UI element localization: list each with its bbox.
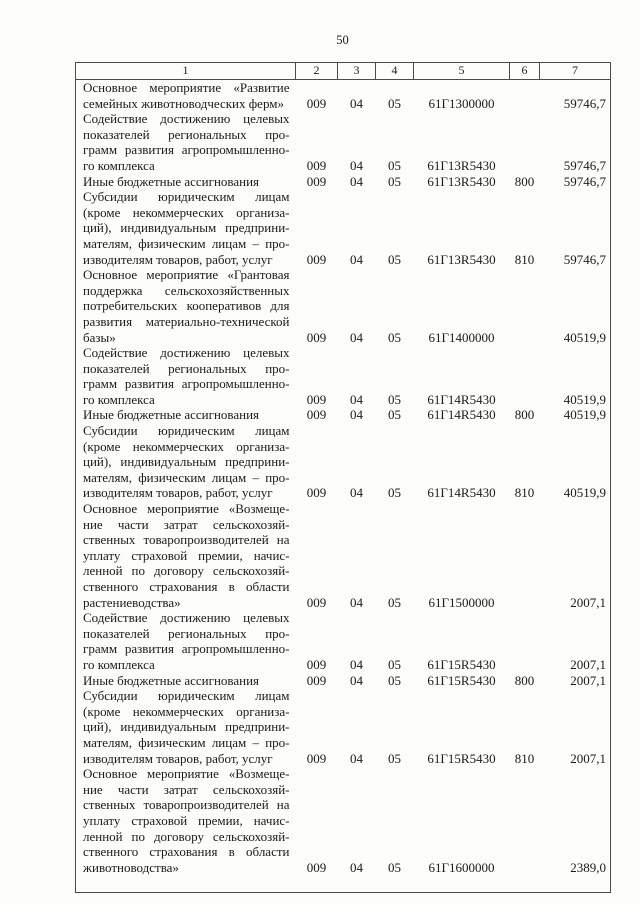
row-section-code: 04 bbox=[350, 329, 363, 345]
table-row bbox=[76, 267, 611, 345]
column-header-2: 2 bbox=[296, 63, 338, 80]
row-description: Основное мероприятие «Возмеще- ние части затрат сельскохозяй- ственных товаропроизводителей на уплату страховой премии, начис- ленной по договору сельскохозяй- ственного страхования в области растениеводства» bbox=[83, 501, 290, 610]
row-subsection-code: 05 bbox=[388, 485, 401, 501]
row-description: Субсидии юридическим лицам (кроме некоммерческих организа- ций), индивидуальным предприни- мателям, физическим лицам – про- изводителям товаров, работ, услуг bbox=[83, 189, 290, 267]
row-expense-type-code bbox=[510, 766, 540, 893]
row-subsection-code: 05 bbox=[388, 157, 401, 173]
row-section-code: 04 bbox=[350, 859, 363, 875]
row-description: Основное мероприятие «Грантовая поддержка сельскохозяйственных потребительских кооперативов для развития материально-технической базы» bbox=[83, 267, 290, 345]
table-row bbox=[76, 610, 611, 672]
row-subsection-code: 05 bbox=[388, 251, 401, 267]
row-target-article-code: 61Г15R5430 bbox=[427, 656, 496, 672]
table-row bbox=[76, 111, 611, 173]
column-header-6: 6 bbox=[510, 63, 540, 80]
row-amount: 40519,9 bbox=[563, 391, 606, 407]
page-number: 50 bbox=[336, 33, 349, 47]
row-grbs-code: 009 bbox=[306, 485, 327, 501]
row-amount: 59746,7 bbox=[563, 173, 606, 189]
row-grbs-code: 009 bbox=[306, 173, 327, 189]
row-expense-type-code: 800 bbox=[514, 407, 535, 423]
row-section-code: 04 bbox=[350, 407, 363, 423]
row-grbs-code: 009 bbox=[306, 656, 327, 672]
row-target-article-code: 61Г14R5430 bbox=[427, 485, 496, 501]
table-row bbox=[76, 189, 611, 267]
table-row bbox=[76, 423, 611, 501]
row-section-code: 04 bbox=[350, 594, 363, 610]
row-description: Содействие достижению целевых показателей региональных про- грамм развития агропромышленно- го комплекса bbox=[83, 345, 290, 407]
row-expense-type-code: 810 bbox=[514, 485, 535, 501]
row-description: Основное мероприятие «Возмеще- ние части затрат сельскохозяй- ственных товаропроизводителей на уплату страховой премии, начис- ленной по договору сельскохозяй- ственного страхования в области животноводства» bbox=[83, 766, 290, 875]
row-expense-type-code: 800 bbox=[514, 173, 535, 189]
row-section-code: 04 bbox=[350, 251, 363, 267]
row-grbs-code: 009 bbox=[306, 157, 327, 173]
row-section-code: 04 bbox=[350, 391, 363, 407]
row-grbs-code: 009 bbox=[306, 407, 327, 423]
row-target-article-code: 61Г13R5430 bbox=[427, 251, 496, 267]
table-row bbox=[76, 501, 611, 610]
row-target-article-code: 61Г13R5430 bbox=[427, 157, 496, 173]
row-grbs-code: 009 bbox=[306, 251, 327, 267]
row-grbs-code: 009 bbox=[306, 750, 327, 766]
row-subsection-code: 05 bbox=[388, 173, 401, 189]
row-subsection-code: 05 bbox=[388, 672, 401, 688]
row-section-code: 04 bbox=[350, 485, 363, 501]
table-header bbox=[76, 63, 611, 80]
row-expense-type-code bbox=[510, 111, 540, 173]
row-section-code: 04 bbox=[350, 95, 363, 111]
row-expense-type-code bbox=[510, 80, 540, 112]
row-subsection-code: 05 bbox=[388, 656, 401, 672]
row-subsection-code: 05 bbox=[388, 391, 401, 407]
row-target-article-code: 61Г1500000 bbox=[428, 594, 495, 610]
row-subsection-code: 05 bbox=[388, 407, 401, 423]
row-amount: 59746,7 bbox=[563, 95, 606, 111]
table-row bbox=[76, 345, 611, 407]
row-amount: 2007,1 bbox=[570, 672, 606, 688]
row-description: Основное мероприятие «Развитие семейных животноводческих ферм» bbox=[83, 80, 290, 111]
column-header-3: 3 bbox=[338, 63, 376, 80]
row-description: Субсидии юридическим лицам (кроме некоммерческих организа- ций), индивидуальным предприни- мателям, физическим лицам – про- изводителям товаров, работ, услуг bbox=[83, 423, 290, 501]
row-subsection-code: 05 bbox=[388, 594, 401, 610]
row-subsection-code: 05 bbox=[388, 95, 401, 111]
row-section-code: 04 bbox=[350, 750, 363, 766]
row-amount: 40519,9 bbox=[563, 407, 606, 423]
column-header-4: 4 bbox=[376, 63, 414, 80]
row-expense-type-code bbox=[510, 345, 540, 407]
row-expense-type-code: 810 bbox=[514, 251, 535, 267]
row-expense-type-code: 800 bbox=[514, 672, 535, 688]
table-header-row bbox=[76, 63, 611, 80]
row-amount: 40519,9 bbox=[563, 485, 606, 501]
row-grbs-code: 009 bbox=[306, 329, 327, 345]
row-grbs-code: 009 bbox=[306, 95, 327, 111]
row-section-code: 04 bbox=[350, 157, 363, 173]
row-amount: 40519,9 bbox=[563, 329, 606, 345]
row-target-article-code: 61Г14R5430 bbox=[427, 407, 496, 423]
row-section-code: 04 bbox=[350, 656, 363, 672]
table-row bbox=[76, 673, 611, 689]
row-description: Иные бюджетные ассигнования bbox=[83, 407, 260, 423]
row-description: Иные бюджетные ассигнования bbox=[83, 672, 260, 688]
row-amount: 2007,1 bbox=[570, 750, 606, 766]
row-grbs-code: 009 bbox=[306, 391, 327, 407]
row-target-article-code: 61Г1400000 bbox=[428, 329, 495, 345]
row-description: Субсидии юридическим лицам (кроме некоммерческих организа- ций), индивидуальным предприни- мателям, физическим лицам – про- изводителям товаров, работ, услуг bbox=[83, 688, 290, 766]
table-body bbox=[76, 80, 611, 893]
row-target-article-code: 61Г15R5430 bbox=[427, 750, 496, 766]
row-amount: 59746,7 bbox=[563, 157, 606, 173]
row-expense-type-code bbox=[510, 267, 540, 345]
row-amount: 59746,7 bbox=[563, 251, 606, 267]
row-amount: 2007,1 bbox=[570, 594, 606, 610]
table-row bbox=[76, 688, 611, 766]
table-row bbox=[76, 407, 611, 423]
row-section-code: 04 bbox=[350, 173, 363, 189]
row-grbs-code: 009 bbox=[306, 594, 327, 610]
row-amount: 2007,1 bbox=[570, 656, 606, 672]
row-section-code: 04 bbox=[350, 672, 363, 688]
budget-table bbox=[75, 62, 611, 893]
row-description: Содействие достижению целевых показателей региональных про- грамм развития агропромышленно- го комплекса bbox=[83, 610, 290, 672]
row-expense-type-code: 810 bbox=[514, 750, 535, 766]
row-expense-type-code bbox=[510, 501, 540, 610]
row-target-article-code: 61Г14R5430 bbox=[427, 391, 496, 407]
row-grbs-code: 009 bbox=[306, 672, 327, 688]
row-subsection-code: 05 bbox=[388, 859, 401, 875]
row-description: Иные бюджетные ассигнования bbox=[83, 173, 260, 189]
row-subsection-code: 05 bbox=[388, 750, 401, 766]
column-header-5: 5 bbox=[414, 63, 510, 80]
row-target-article-code: 61Г13R5430 bbox=[427, 173, 496, 189]
table-row bbox=[76, 174, 611, 190]
row-target-article-code: 61Г1300000 bbox=[428, 95, 495, 111]
column-header-1: 1 bbox=[76, 63, 296, 80]
row-description: Содействие достижению целевых показателей региональных про- грамм развития агропромышленно- го комплекса bbox=[83, 111, 290, 173]
row-target-article-code: 61Г1600000 bbox=[428, 859, 495, 875]
row-expense-type-code bbox=[510, 610, 540, 672]
column-header-7: 7 bbox=[540, 63, 611, 80]
row-target-article-code: 61Г15R5430 bbox=[427, 672, 496, 688]
table-row bbox=[76, 80, 611, 112]
row-grbs-code: 009 bbox=[306, 859, 327, 875]
row-amount: 2389,0 bbox=[570, 859, 606, 875]
row-subsection-code: 05 bbox=[388, 329, 401, 345]
table-row bbox=[76, 766, 611, 893]
